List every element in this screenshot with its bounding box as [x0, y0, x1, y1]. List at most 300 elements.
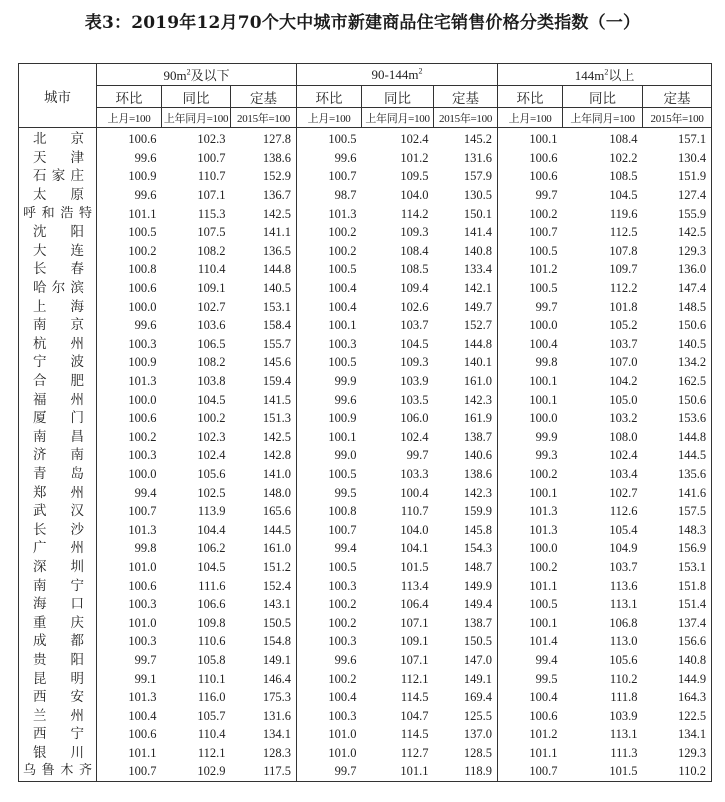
table-row — [19, 149, 712, 168]
value-cell: 125.5 — [463, 708, 493, 723]
value-cell: 109.8 — [197, 615, 226, 630]
value-cell: 100.6 — [97, 725, 162, 744]
value-cell: 175.3 — [262, 690, 292, 705]
value-cell: 100.7 — [97, 762, 162, 781]
value-cell: 142.5 — [262, 429, 292, 444]
value-cell: 100.7 — [97, 502, 162, 521]
value-cell: 141.6 — [643, 483, 712, 502]
subcol-header: 定基 — [434, 86, 498, 108]
value-cell: 100.2 — [297, 242, 362, 261]
value-cell: 111.3 — [610, 745, 638, 760]
value-cell: 100.0 — [498, 409, 563, 428]
value-cell: 99.5 — [297, 483, 362, 502]
value-cell: 110.2 — [609, 671, 638, 686]
table-row — [19, 204, 712, 223]
value-cell: 99.7 — [406, 448, 429, 463]
value-cell: 100.4 — [297, 297, 362, 316]
value-cell: 109.3 — [400, 225, 429, 240]
value-cell: 100.2 — [297, 223, 362, 242]
value-cell: 99.9 — [498, 428, 563, 447]
city-cell: 长春 — [19, 260, 97, 279]
value-cell: 103.9 — [400, 374, 429, 389]
city-cell: 南京 — [19, 316, 97, 335]
value-cell: 140.6 — [463, 448, 493, 463]
table-title: 表3：2019年12月70个大中城市新建商品住宅销售价格分类指数（一） — [84, 13, 641, 33]
base-header: 上年同月=100 — [362, 108, 434, 128]
value-cell: 104.0 — [400, 188, 429, 203]
subcol-header: 同比 — [162, 86, 231, 108]
value-cell: 148.5 — [643, 297, 712, 316]
value-cell: 100.6 — [97, 128, 162, 149]
table-row — [19, 762, 712, 781]
table-row — [19, 576, 712, 595]
value-cell: 142.8 — [262, 448, 292, 463]
table-row — [19, 428, 712, 447]
value-cell: 108.5 — [400, 262, 429, 277]
table-row — [19, 706, 712, 725]
value-cell: 162.5 — [643, 372, 712, 391]
value-cell: 102.4 — [609, 448, 638, 463]
value-cell: 112.6 — [609, 504, 638, 519]
value-cell: 100.5 — [297, 353, 362, 372]
base-header: 上月=100 — [97, 108, 162, 128]
city-cell: 青岛 — [19, 465, 97, 484]
value-cell: 105.6 — [197, 466, 226, 481]
value-cell: 140.8 — [463, 243, 493, 258]
value-cell: 100.1 — [498, 390, 563, 409]
value-cell: 142.3 — [463, 485, 493, 500]
value-cell: 100.7 — [297, 167, 362, 186]
value-cell: 112.1 — [197, 745, 226, 760]
value-cell: 106.8 — [609, 615, 638, 630]
value-cell: 100.0 — [97, 390, 162, 409]
base-header: 上年同月=100 — [563, 108, 643, 128]
city-cell: 上海 — [19, 297, 97, 316]
city-cell: 大连 — [19, 242, 97, 261]
value-cell: 153.1 — [643, 558, 712, 577]
value-cell: 107.0 — [609, 355, 638, 370]
value-cell: 150.5 — [463, 634, 493, 649]
value-cell: 114.5 — [400, 727, 429, 742]
group-header-base: 90m — [163, 68, 187, 83]
city-cell: 天津 — [19, 149, 97, 168]
value-cell: 102.3 — [197, 429, 226, 444]
value-cell: 100.4 — [498, 688, 563, 707]
value-cell: 153.1 — [262, 299, 292, 314]
value-cell: 148.0 — [262, 485, 292, 500]
value-cell: 101.1 — [498, 576, 563, 595]
value-cell: 100.7 — [197, 150, 226, 165]
group-header-base: 90-144m — [371, 66, 419, 82]
base-header: 2015年=100 — [434, 108, 498, 128]
value-cell: 104.5 — [609, 188, 638, 203]
value-cell: 141.5 — [262, 392, 292, 407]
value-cell: 152.9 — [262, 169, 292, 184]
value-cell: 102.2 — [609, 150, 638, 165]
group-header-tail: 及以下 — [190, 68, 230, 83]
value-cell: 169.4 — [463, 690, 493, 705]
value-cell: 101.3 — [97, 520, 162, 539]
table-row — [19, 372, 712, 391]
group-header — [498, 64, 712, 86]
city-cell: 海口 — [19, 595, 97, 614]
value-cell: 149.7 — [463, 299, 493, 314]
value-cell: 99.6 — [97, 149, 162, 168]
value-cell: 99.8 — [498, 353, 563, 372]
city-cell: 长沙 — [19, 520, 97, 539]
city-cell: 深圳 — [19, 558, 97, 577]
value-cell: 100.5 — [297, 128, 362, 149]
value-cell: 117.5 — [231, 762, 297, 781]
value-cell: 140.5 — [643, 335, 712, 354]
price-index-table — [18, 63, 712, 782]
city-cell: 石家庄 — [19, 167, 97, 186]
value-cell: 137.4 — [643, 613, 712, 632]
table-row — [19, 186, 712, 205]
table-row — [19, 688, 712, 707]
value-cell: 108.4 — [400, 243, 429, 258]
value-cell: 104.2 — [609, 374, 638, 389]
value-cell: 152.7 — [463, 318, 493, 333]
value-cell: 149.4 — [463, 597, 493, 612]
value-cell: 113.9 — [197, 504, 226, 519]
value-cell: 131.6 — [463, 150, 493, 165]
value-cell: 107.1 — [400, 615, 429, 630]
group-header — [97, 64, 297, 86]
table-row — [19, 335, 712, 354]
value-cell: 100.0 — [498, 316, 563, 335]
city-cell: 成都 — [19, 632, 97, 651]
value-cell: 146.4 — [262, 671, 292, 686]
value-cell: 104.5 — [197, 392, 226, 407]
value-cell: 101.8 — [609, 299, 638, 314]
value-cell: 100.4 — [97, 706, 162, 725]
value-cell: 105.8 — [197, 652, 226, 667]
value-cell: 137.0 — [463, 727, 493, 742]
value-cell: 102.4 — [400, 429, 429, 444]
value-cell: 109.5 — [400, 169, 429, 184]
value-cell: 138.6 — [262, 150, 292, 165]
value-cell: 153.6 — [643, 409, 712, 428]
value-cell: 110.1 — [197, 671, 226, 686]
value-cell: 131.6 — [262, 708, 292, 723]
value-cell: 101.3 — [297, 204, 362, 223]
subcol-header: 环比 — [297, 86, 362, 108]
value-cell: 164.3 — [643, 688, 712, 707]
value-cell: 142.3 — [463, 392, 493, 407]
value-cell: 99.6 — [297, 651, 362, 670]
value-cell: 151.9 — [643, 167, 712, 186]
value-cell: 109.4 — [400, 281, 429, 296]
city-cell: 杭州 — [19, 335, 97, 354]
value-cell: 105.4 — [609, 522, 638, 537]
value-cell: 141.4 — [463, 225, 493, 240]
value-cell: 145.6 — [262, 355, 292, 370]
value-cell: 100.2 — [197, 411, 226, 426]
value-cell: 150.6 — [643, 316, 712, 335]
value-cell: 100.6 — [97, 409, 162, 428]
value-cell: 102.6 — [400, 299, 429, 314]
value-cell: 103.2 — [609, 411, 638, 426]
table-row — [19, 409, 712, 428]
value-cell: 149.9 — [463, 578, 493, 593]
city-cell: 济南 — [19, 446, 97, 465]
value-cell: 101.2 — [498, 260, 563, 279]
value-cell: 109.3 — [400, 355, 429, 370]
value-cell: 149.1 — [463, 671, 493, 686]
value-cell: 100.9 — [97, 167, 162, 186]
value-cell: 100.5 — [97, 223, 162, 242]
value-cell: 98.7 — [297, 186, 362, 205]
city-cell: 重庆 — [19, 613, 97, 632]
value-cell: 151.8 — [643, 576, 712, 595]
value-cell: 100.1 — [498, 128, 563, 149]
value-cell: 161.0 — [262, 541, 292, 556]
value-cell: 112.5 — [609, 225, 638, 240]
value-cell: 99.4 — [498, 651, 563, 670]
value-cell: 100.8 — [97, 260, 162, 279]
city-cell: 合肥 — [19, 372, 97, 391]
value-cell: 103.3 — [400, 466, 429, 481]
value-cell: 99.4 — [97, 483, 162, 502]
value-cell: 100.2 — [97, 428, 162, 447]
value-cell: 101.5 — [563, 762, 643, 781]
value-cell: 99.9 — [297, 372, 362, 391]
table-row — [19, 446, 712, 465]
value-cell: 136.0 — [643, 260, 712, 279]
value-cell: 127.4 — [643, 186, 712, 205]
value-cell: 110.7 — [400, 504, 429, 519]
value-cell: 100.0 — [97, 297, 162, 316]
city-cell: 银川 — [19, 744, 97, 763]
value-cell: 136.7 — [262, 188, 292, 203]
value-cell: 154.3 — [463, 541, 493, 556]
value-cell: 141.1 — [262, 225, 292, 240]
value-cell: 102.4 — [197, 448, 226, 463]
value-cell: 147.4 — [643, 279, 712, 298]
value-cell: 107.5 — [197, 225, 226, 240]
city-cell: 兰州 — [19, 706, 97, 725]
subcol-header: 同比 — [563, 86, 643, 108]
value-cell: 103.7 — [400, 318, 429, 333]
value-cell: 155.7 — [262, 336, 292, 351]
value-cell: 100.3 — [297, 632, 362, 651]
value-cell: 99.6 — [97, 316, 162, 335]
city-cell: 贵阳 — [19, 651, 97, 670]
value-cell: 159.9 — [463, 504, 493, 519]
table-row — [19, 390, 712, 409]
value-cell: 109.7 — [609, 262, 638, 277]
value-cell: 118.9 — [434, 762, 498, 781]
value-cell: 100.5 — [498, 595, 563, 614]
value-cell: 103.8 — [197, 374, 226, 389]
value-cell: 103.9 — [609, 708, 638, 723]
value-cell: 100.4 — [297, 688, 362, 707]
value-cell: 100.3 — [97, 595, 162, 614]
value-cell: 99.6 — [297, 390, 362, 409]
value-cell: 100.1 — [297, 428, 362, 447]
value-cell: 110.7 — [197, 169, 226, 184]
value-cell: 102.7 — [609, 485, 638, 500]
value-cell: 100.6 — [498, 149, 563, 168]
value-cell: 99.4 — [297, 539, 362, 558]
group-header-base: 144m — [574, 68, 605, 83]
city-cell: 南昌 — [19, 428, 97, 447]
value-cell: 144.9 — [643, 669, 712, 688]
value-cell: 101.3 — [498, 520, 563, 539]
value-cell: 100.3 — [97, 335, 162, 354]
value-cell: 100.5 — [498, 242, 563, 261]
value-cell: 108.2 — [197, 355, 226, 370]
value-cell: 106.4 — [400, 597, 429, 612]
value-cell: 114.2 — [400, 206, 429, 221]
value-cell: 135.6 — [643, 465, 712, 484]
value-cell: 101.3 — [97, 372, 162, 391]
value-cell: 107.8 — [609, 243, 638, 258]
value-cell: 100.9 — [297, 409, 362, 428]
value-cell: 144.5 — [643, 446, 712, 465]
value-cell: 100.2 — [498, 465, 563, 484]
value-cell: 100.2 — [297, 669, 362, 688]
value-cell: 100.0 — [97, 465, 162, 484]
value-cell: 134.2 — [643, 353, 712, 372]
value-cell: 104.4 — [197, 522, 226, 537]
city-header: 城市 — [19, 64, 97, 128]
city-cell: 太原 — [19, 186, 97, 205]
value-cell: 100.6 — [97, 279, 162, 298]
group-header-sup: 2 — [186, 67, 191, 77]
value-cell: 157.9 — [463, 169, 493, 184]
value-cell: 149.1 — [262, 652, 292, 667]
value-cell: 101.3 — [498, 502, 563, 521]
table-row — [19, 744, 712, 763]
value-cell: 102.5 — [197, 485, 226, 500]
value-cell: 138.7 — [463, 615, 493, 630]
value-cell: 119.6 — [609, 206, 638, 221]
value-cell: 100.0 — [498, 539, 563, 558]
value-cell: 156.6 — [643, 632, 712, 651]
group-header-sup: 2 — [418, 66, 423, 76]
value-cell: 134.1 — [643, 725, 712, 744]
table-row — [19, 725, 712, 744]
value-cell: 100.5 — [297, 260, 362, 279]
value-cell: 101.0 — [97, 558, 162, 577]
city-cell: 厦门 — [19, 409, 97, 428]
value-cell: 100.2 — [498, 558, 563, 577]
value-cell: 161.9 — [463, 411, 493, 426]
value-cell: 112.2 — [609, 281, 638, 296]
value-cell: 102.7 — [197, 299, 226, 314]
city-cell: 呼和浩特 — [19, 204, 97, 223]
table-row — [19, 539, 712, 558]
base-header: 2015年=100 — [643, 108, 712, 128]
value-cell: 144.8 — [262, 262, 292, 277]
city-cell: 武汉 — [19, 502, 97, 521]
value-cell: 100.2 — [297, 595, 362, 614]
city-cell: 西宁 — [19, 725, 97, 744]
value-cell: 136.5 — [262, 243, 292, 258]
city-cell: 福州 — [19, 390, 97, 409]
value-cell: 111.8 — [610, 690, 638, 705]
value-cell: 104.5 — [197, 559, 226, 574]
value-cell: 147.0 — [463, 652, 493, 667]
value-cell: 129.3 — [643, 744, 712, 763]
value-cell: 104.5 — [400, 336, 429, 351]
value-cell: 105.7 — [197, 708, 226, 723]
value-cell: 100.5 — [297, 558, 362, 577]
value-cell: 99.5 — [498, 669, 563, 688]
value-cell: 108.5 — [609, 169, 638, 184]
value-cell: 104.9 — [609, 541, 638, 556]
value-cell: 110.4 — [197, 727, 226, 742]
value-cell: 165.6 — [262, 504, 292, 519]
value-cell: 142.1 — [463, 281, 493, 296]
value-cell: 107.1 — [197, 188, 226, 203]
value-cell: 102.4 — [400, 132, 429, 147]
city-cell: 北京 — [19, 128, 97, 149]
subcol-header: 同比 — [362, 86, 434, 108]
table-row — [19, 613, 712, 632]
value-cell: 140.1 — [463, 355, 493, 370]
value-cell: 151.4 — [643, 595, 712, 614]
table-row — [19, 595, 712, 614]
value-cell: 100.4 — [498, 335, 563, 354]
table-row — [19, 558, 712, 577]
value-cell: 104.1 — [400, 541, 429, 556]
value-cell: 99.6 — [97, 186, 162, 205]
value-cell: 114.5 — [400, 690, 429, 705]
value-cell: 144.5 — [262, 522, 292, 537]
value-cell: 103.5 — [400, 392, 429, 407]
value-cell: 105.2 — [609, 318, 638, 333]
city-cell: 南宁 — [19, 576, 97, 595]
value-cell: 107.1 — [400, 652, 429, 667]
value-cell: 100.2 — [498, 204, 563, 223]
value-cell: 100.7 — [498, 223, 563, 242]
value-cell: 100.5 — [297, 465, 362, 484]
base-header: 上月=100 — [297, 108, 362, 128]
city-cell: 宁波 — [19, 353, 97, 372]
value-cell: 101.1 — [97, 744, 162, 763]
value-cell: 101.0 — [97, 613, 162, 632]
group-header-tail: 以上 — [608, 68, 635, 83]
value-cell: 100.3 — [97, 446, 162, 465]
value-cell: 113.1 — [609, 727, 638, 742]
value-cell: 115.3 — [197, 206, 226, 221]
value-cell: 100.3 — [297, 335, 362, 354]
table-row — [19, 520, 712, 539]
value-cell: 100.7 — [498, 762, 563, 781]
city-cell: 西安 — [19, 688, 97, 707]
table-row — [19, 651, 712, 670]
value-cell: 100.3 — [297, 706, 362, 725]
value-cell: 122.5 — [643, 706, 712, 725]
table-row — [19, 669, 712, 688]
value-cell: 148.3 — [643, 520, 712, 539]
value-cell: 112.7 — [400, 745, 429, 760]
value-cell: 154.8 — [262, 634, 292, 649]
table-body — [19, 128, 712, 782]
table-row — [19, 260, 712, 279]
value-cell: 113.4 — [400, 578, 429, 593]
value-cell: 103.7 — [609, 336, 638, 351]
value-cell: 109.1 — [400, 634, 429, 649]
value-cell: 145.2 — [463, 132, 493, 147]
base-header: 2015年=100 — [231, 108, 297, 128]
value-cell: 138.6 — [463, 466, 493, 481]
value-cell: 99.7 — [97, 651, 162, 670]
value-cell: 113.6 — [609, 578, 638, 593]
